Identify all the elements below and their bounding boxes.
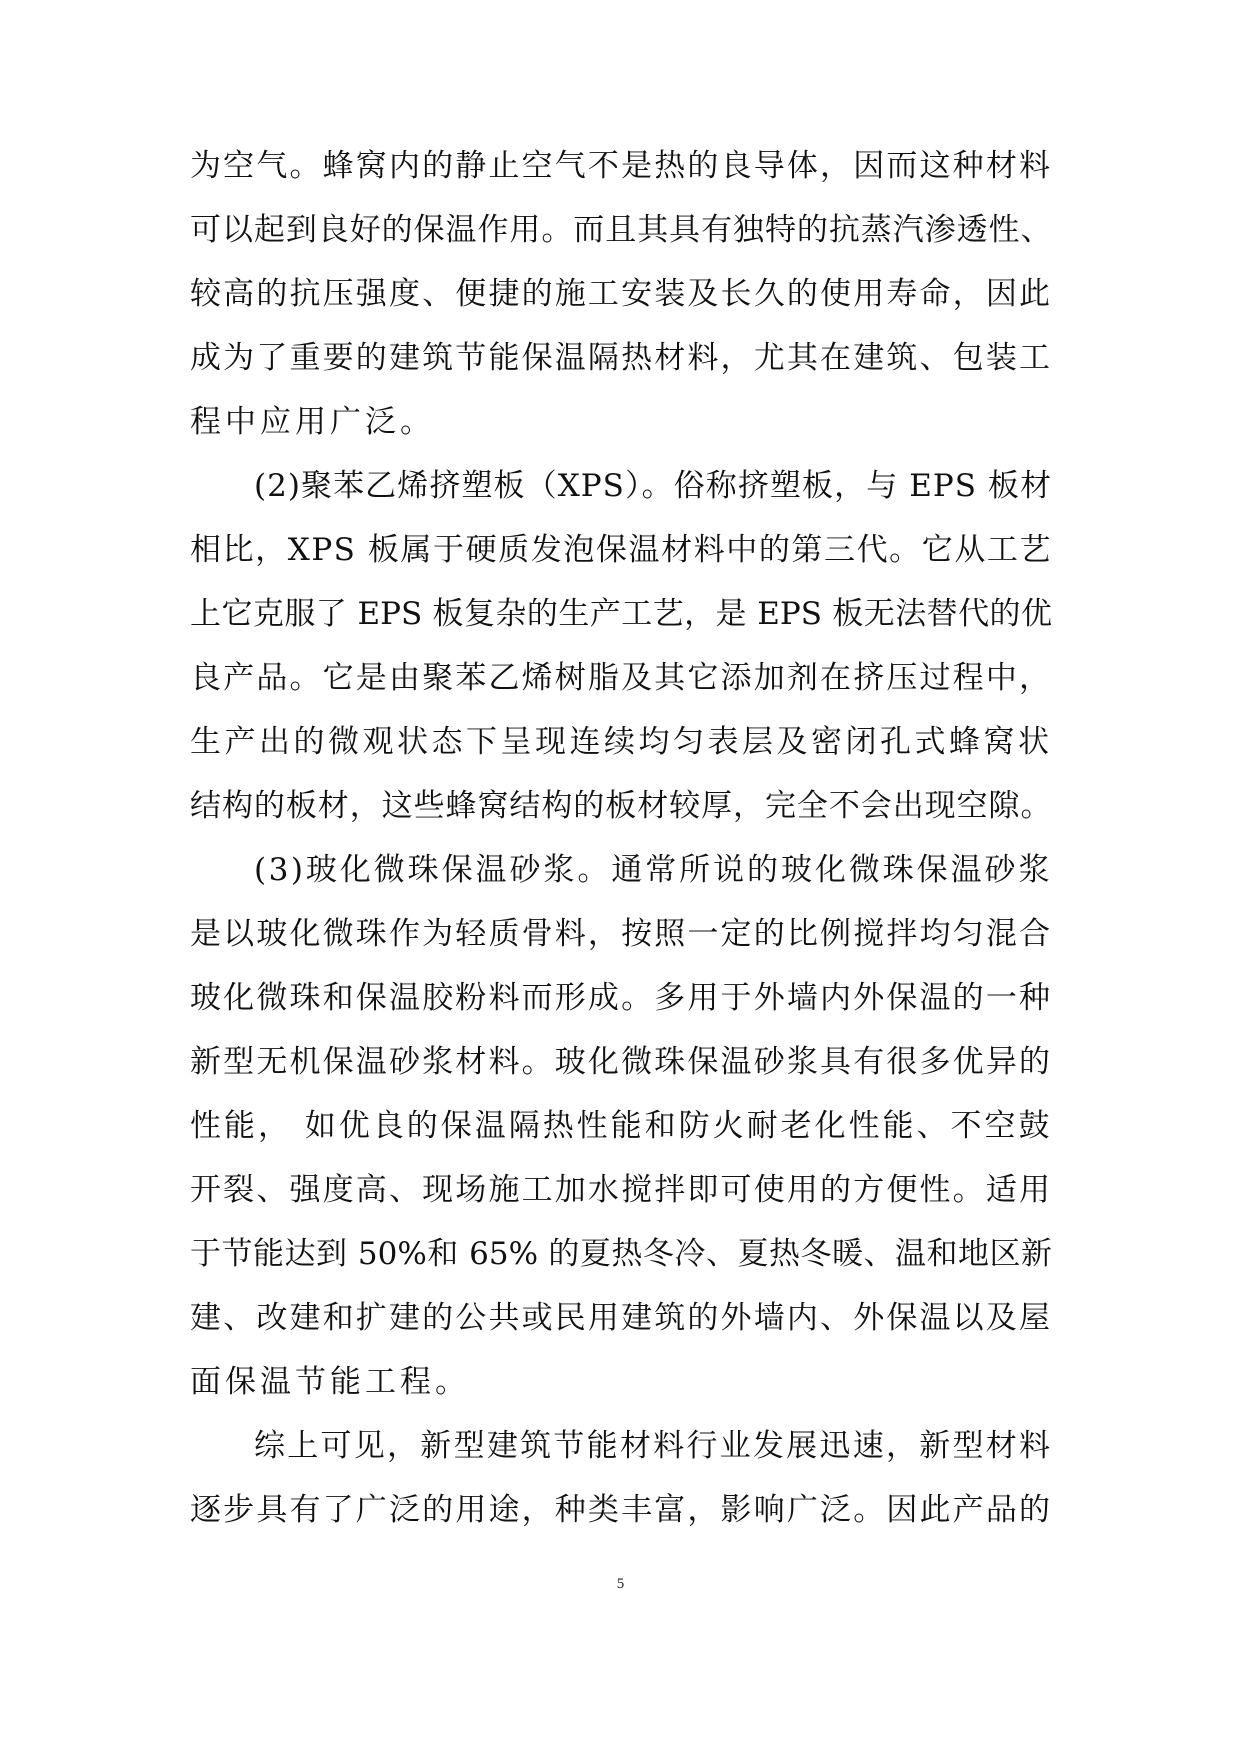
- text-line: 良产品。它是由聚苯乙烯树脂及其它添加剂在挤压过程中，: [190, 660, 1052, 696]
- text-line: 新型无机保温砂浆材料。玻化微珠保温砂浆具有很多优异的: [190, 1044, 1052, 1080]
- text-line: 生产出的微观状态下呈现连续均匀表层及密闭孔式蜂窝状: [190, 724, 1052, 760]
- text-line: 于节能达到 50%和 65% 的夏热冬冷、夏热冬暖、温和地区新: [190, 1236, 1052, 1272]
- text-line: 程中应用广泛。: [190, 404, 435, 440]
- text-line: 开裂、强度高、现场施工加水搅拌即可使用的方便性。适用: [190, 1172, 1052, 1208]
- text-line: 性能， 如优良的保温隔热性能和防火耐老化性能、不空鼓: [190, 1108, 1052, 1144]
- text-line: 相比，XPS 板属于硬质发泡保温材料中的第三代。它从工艺: [190, 532, 1052, 568]
- text-line: 逐步具有了广泛的用途，种类丰富，影响广泛。因此产品的: [190, 1492, 1052, 1528]
- text-line: 结构的板材，这些蜂窝结构的板材较厚，完全不会出现空隙。: [190, 788, 1052, 824]
- paragraph-first-line: 综上可见，新型建筑节能材料行业发展迅速，新型材料: [254, 1428, 1052, 1464]
- text-line: 是以玻化微珠作为轻质骨料，按照一定的比例搅拌均匀混合: [190, 916, 1052, 952]
- page-number: 5: [616, 1576, 625, 1592]
- text-line: 上它克服了 EPS 板复杂的生产工艺，是 EPS 板无法替代的优: [190, 596, 1052, 632]
- text-line: 可以起到良好的保温作用。而且其具有独特的抗蒸汽渗透性、: [190, 212, 1052, 248]
- text-line: 为空气。蜂窝内的静止空气不是热的良导体，因而这种材料: [190, 148, 1052, 184]
- text-line: 面保温节能工程。: [190, 1364, 470, 1400]
- text-line: 较高的抗压强度、便捷的施工安装及长久的使用寿命，因此: [190, 276, 1052, 312]
- paragraph-first-line: (2)聚苯乙烯挤塑板（XPS）。俗称挤塑板，与 EPS 板材: [254, 468, 1052, 504]
- paragraph-first-line: (3)玻化微珠保温砂浆。通常所说的玻化微珠保温砂浆: [254, 852, 1052, 888]
- text-line: 玻化微珠和保温胶粉料而形成。多用于外墙内外保温的一种: [190, 980, 1052, 1016]
- text-line: 成为了重要的建筑节能保温隔热材料，尤其在建筑、包装工: [190, 340, 1052, 376]
- text-line: 建、改建和扩建的公共或民用建筑的外墙内、外保温以及屋: [190, 1300, 1052, 1336]
